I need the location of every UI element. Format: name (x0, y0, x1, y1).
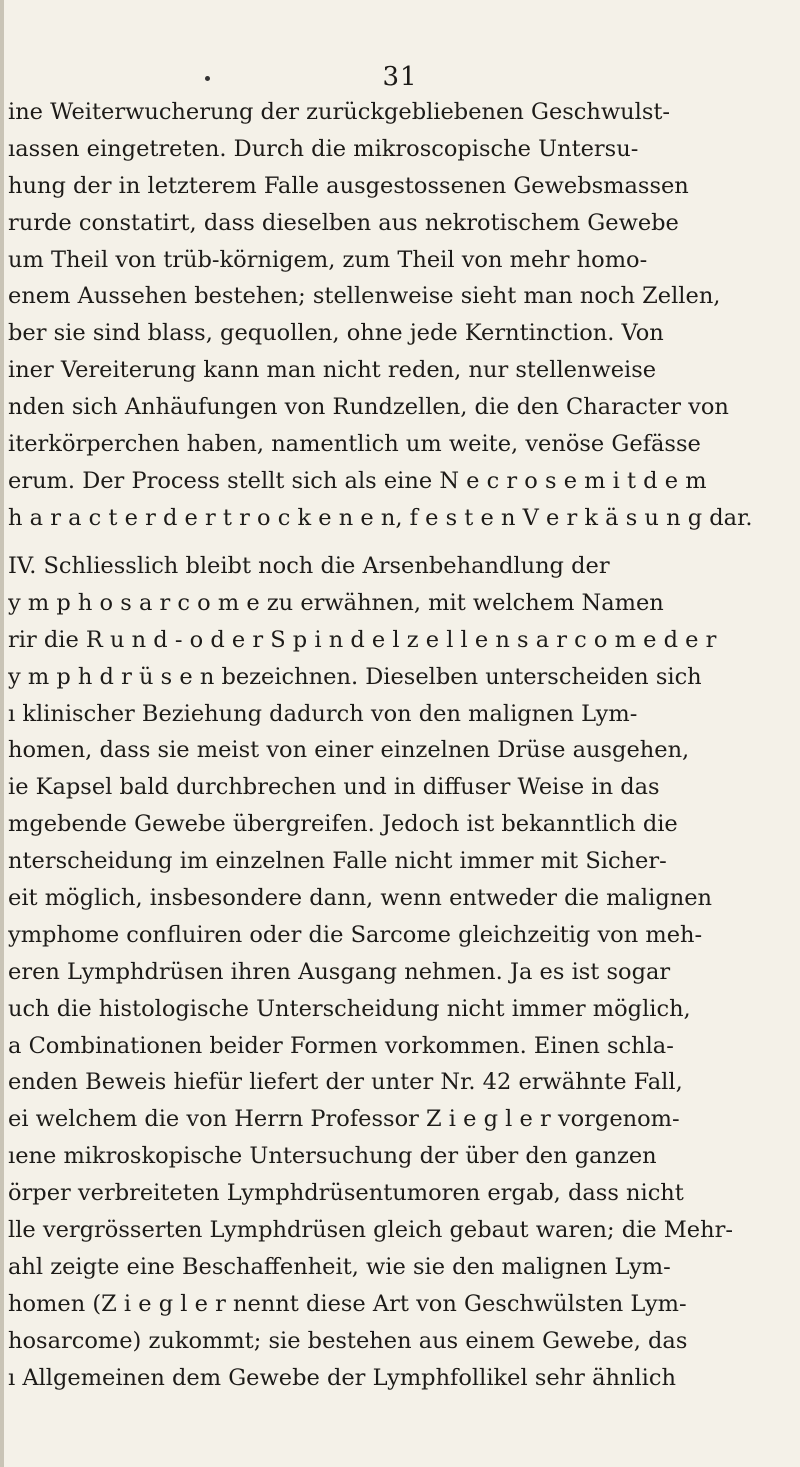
text-line: ymphome confluiren oder die Sarcome gleichzeitig von meh- (8, 921, 703, 948)
paragraph-2 (8, 548, 778, 1396)
text-line: ie Kapsel bald durchbrechen und in diffuser Weise in das (8, 774, 660, 801)
page-edge (0, 0, 4, 1467)
text-line: homen, dass sie meist von einer einzelnen Drüse ausgehen, (8, 737, 690, 764)
text-line: uch die histologische Unterscheidung nicht immer möglich, (8, 995, 691, 1022)
text-line: IV. Schliesslich bleibt noch die Arsenbehandlung der (8, 553, 610, 579)
text-line: rurde constatirt, dass dieselben aus nekrotischem Gewebe (8, 209, 679, 236)
text-line: ıassen eingetreten. Durch die mikroscopische Untersu- (8, 135, 639, 162)
text-line: y m p h d r ü s e n bezeichnen. Dieselben unterscheiden sich (8, 663, 702, 690)
text-line: y m p h o s a r c o m e zu erwähnen, mit welchem Namen (8, 589, 664, 616)
page-number: 31 (382, 62, 418, 92)
text-line: lle vergrösserten Lymphdrüsen gleich gebaut waren; die Mehr- (8, 1217, 733, 1244)
text-line: h a r a c t e r d e r t r o c k e n e n, f e s t e n V e r k ä s u n g dar. (8, 504, 753, 531)
text-line: eren Lymphdrüsen ihren Ausgang nehmen. Ja es ist sogar (8, 958, 671, 985)
text-line: örper verbreiteten Lymphdrüsentumoren ergab, dass nicht (8, 1180, 684, 1207)
text-line: eit möglich, insbesondere dann, wenn entweder die malignen (8, 885, 713, 912)
text-line: mgebende Gewebe übergreifen. Jedoch ist bekanntlich die (8, 811, 678, 838)
text-line: hosarcome) zukommt; sie bestehen aus einem Gewebe, das (8, 1327, 688, 1354)
text-line: ı klinischer Beziehung dadurch von den malignen Lym- (8, 700, 638, 727)
text-line: nterscheidung im einzelnen Falle nicht immer mit Sicher- (8, 848, 667, 875)
text-line: ei welchem die von Herrn Professor Z i e g l e r vorgenom- (8, 1106, 680, 1133)
text-line: rir die R u n d - o d e r S p i n d e l z e l l e n s a r c o m e d e r (8, 626, 717, 653)
text-line: ahl zeigte eine Beschaffenheit, wie sie den malignen Lym- (8, 1253, 671, 1280)
text-line: ı Allgemeinen dem Gewebe der Lymphfollikel sehr ähnlich (8, 1364, 676, 1391)
text-line: ber sie sind blass, gequollen, ohne jede Kerntinction. Von (8, 320, 664, 347)
paragraph-1 (8, 94, 778, 537)
text-line: iterkörperchen haben, namentlich um weite, venöse Gefässe (8, 431, 701, 458)
text-line: homen (Z i e g l e r nennt diese Art von Geschwülsten Lym- (8, 1290, 687, 1317)
text-line: nden sich Anhäufungen von Rundzellen, die den Character von (8, 394, 729, 421)
text-line: hung der in letzterem Falle ausgestossenen Gewebsmassen (8, 172, 689, 199)
text-line: um Theil von trüb-körnigem, zum Theil von mehr homo- (8, 246, 648, 273)
text-line: enem Aussehen bestehen; stellenweise sieht man noch Zellen, (8, 283, 721, 310)
text-line: ine Weiterwucherung der zurückgebliebenen Geschwulst- (8, 99, 671, 125)
text-line: enden Beweis hiefür liefert der unter Nr. 42 erwähnte Fall, (8, 1069, 683, 1096)
text-line: ıene mikroskopische Untersuchung der über den ganzen (8, 1143, 657, 1170)
text-line: iner Vereiterung kann man nicht reden, nur stellenweise (8, 357, 657, 384)
text-line: erum. Der Process stellt sich als eine N e c r o s e m i t d e m (8, 467, 707, 494)
text-line: a Combinationen beider Formen vorkommen. Einen schla- (8, 1032, 674, 1059)
